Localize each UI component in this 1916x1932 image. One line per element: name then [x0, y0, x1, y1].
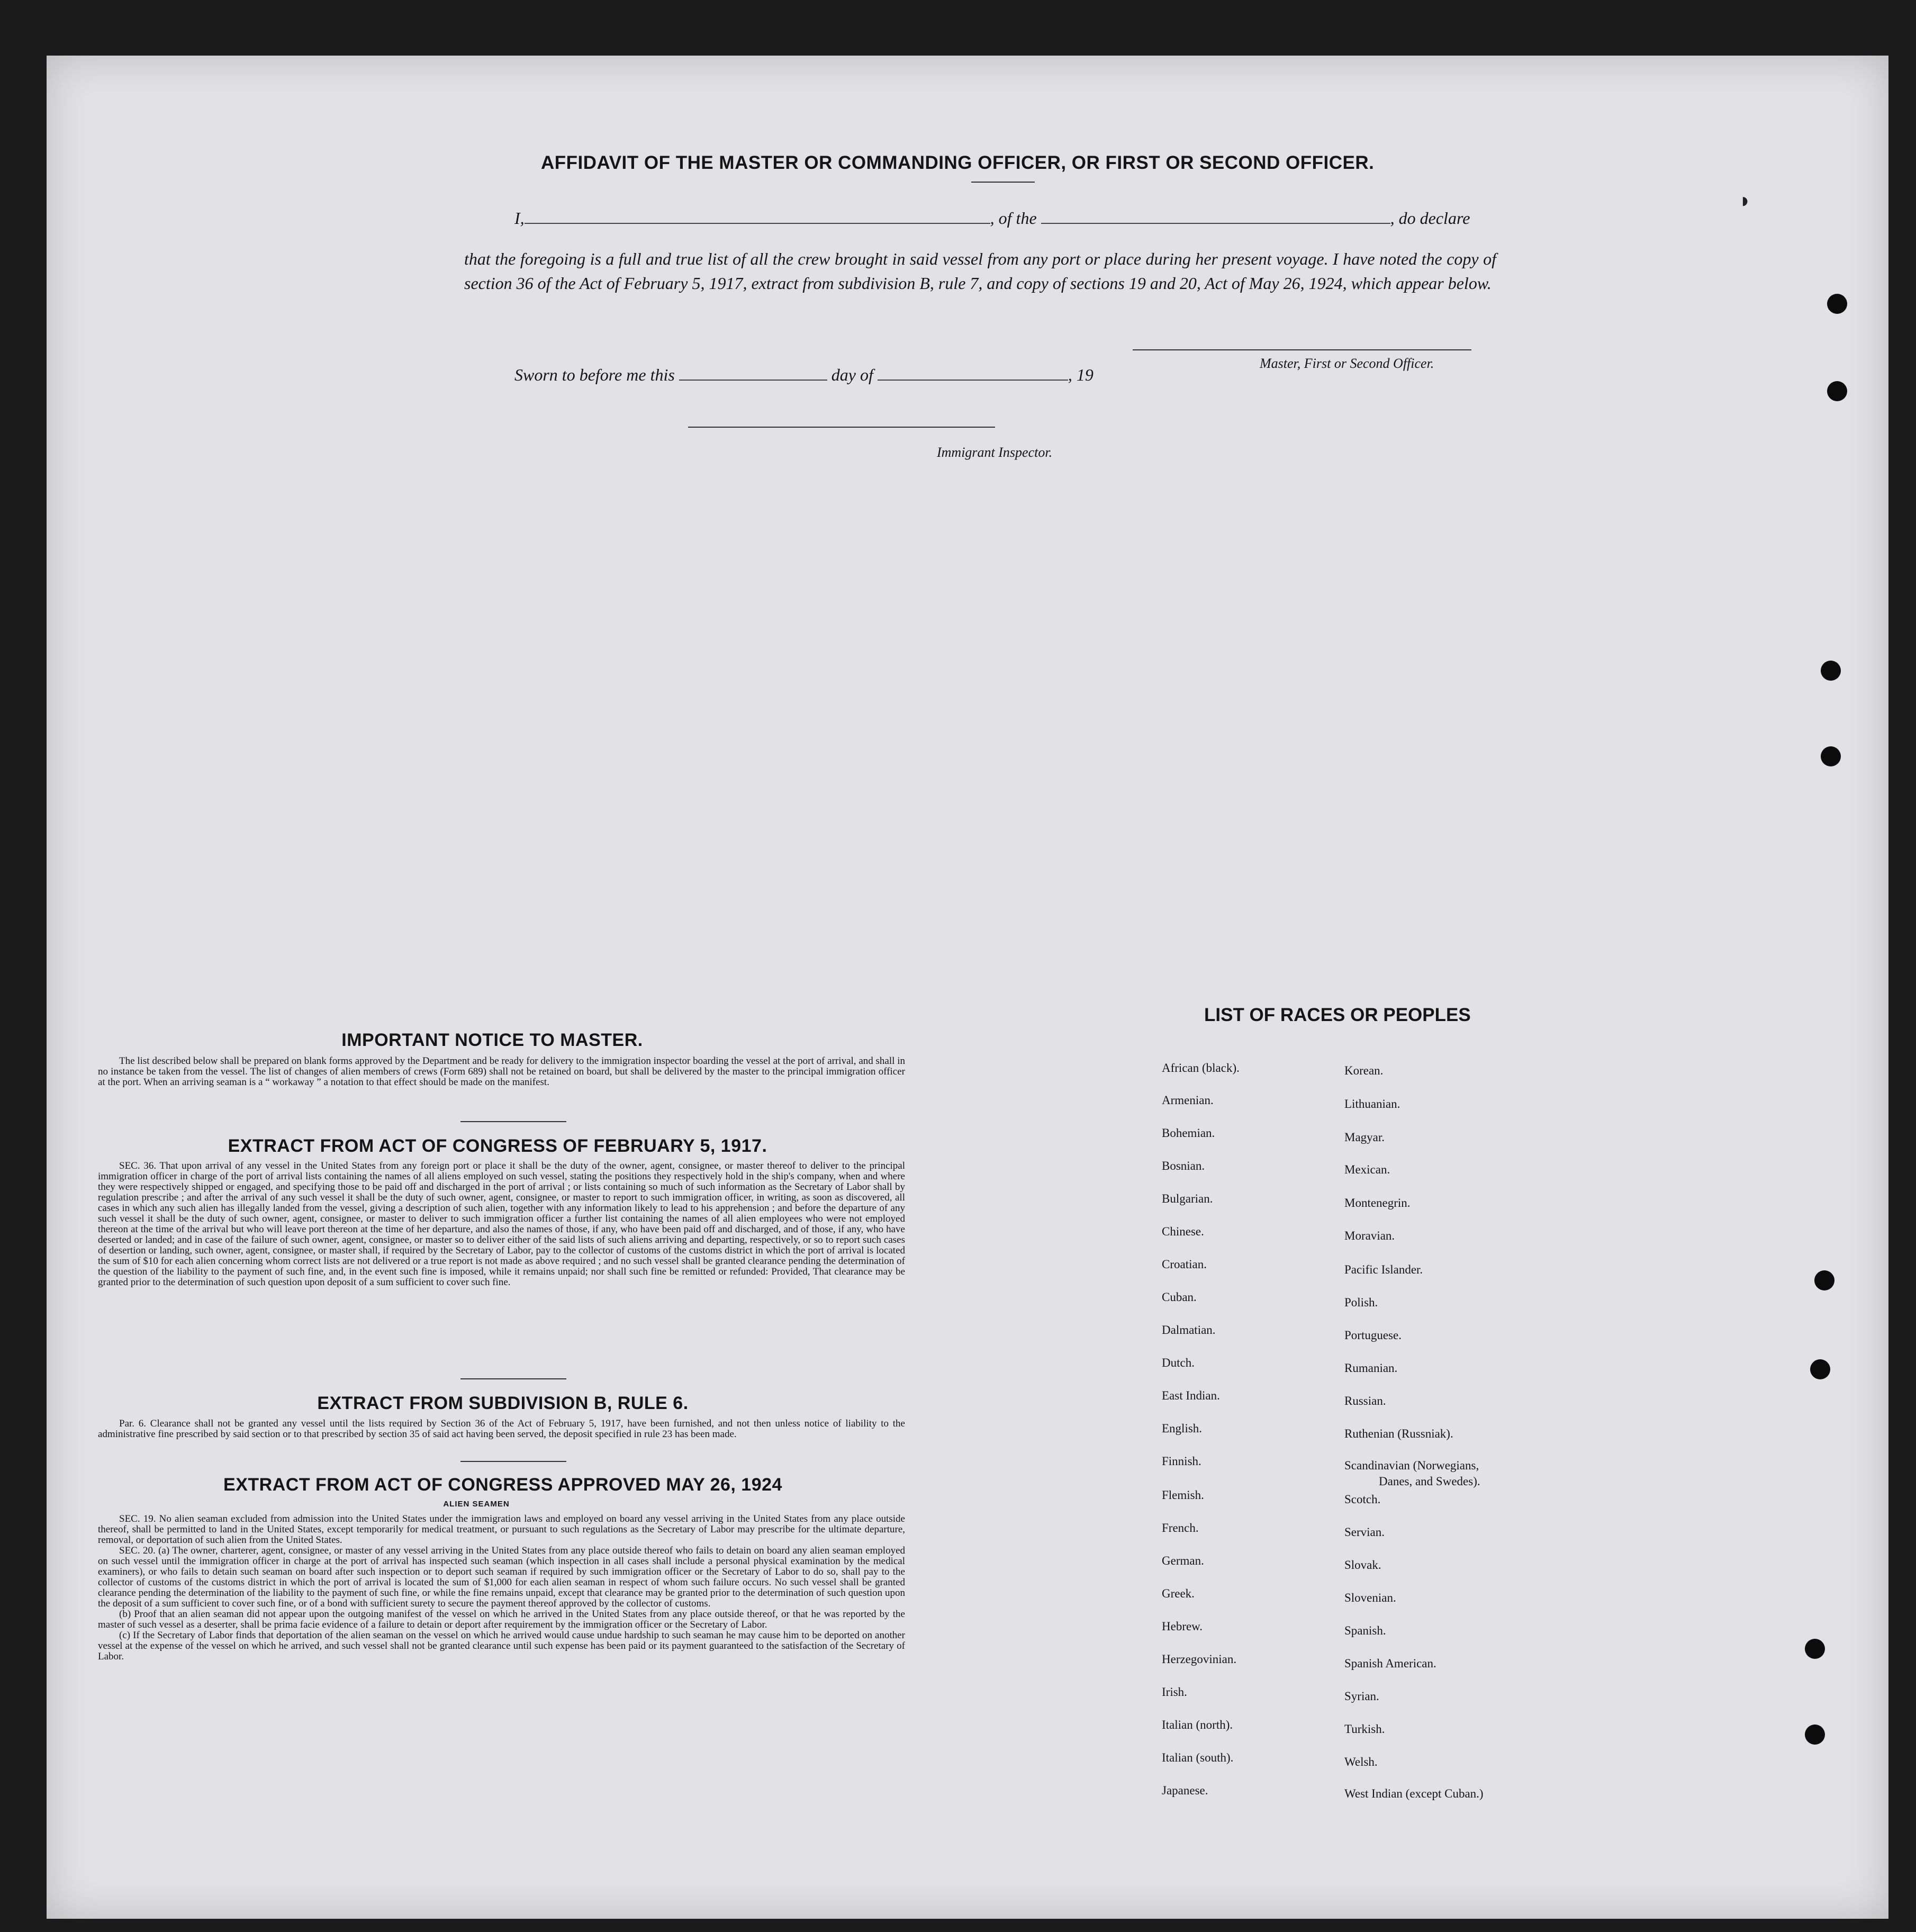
- act-1924-text: [98, 1514, 905, 1662]
- sworn-month-blank[interactable]: [878, 380, 1068, 381]
- master-signature-line[interactable]: [1133, 349, 1471, 350]
- race-item: Cuban.: [1162, 1290, 1197, 1304]
- act-1917-paragraph: SEC. 36. That upon arrival of any vessel in the United States from any foreign port or place it shall be the duty of the owner, agent, consignee, or master thereof to deliver to the principal immigration officer in charge of the port of arrival lists containing the names of all aliens employed on such vessel, stating the positions they respectively hold in the ship's company, when and where they were respectively shipped or engaged, and specifying those to be paid off and discharged in the port of arrival ; or lists containing so much of such information as the Secretary of Labor shall by regulation prescribe ; and after the arrival of any such vessel it shall be the duty of such owner, agent, consignee, or master to report to such immigration officer, in writing, as soon as discovered, all cases in which any such alien has illegally landed from the vessel, giving a description of such alien, together with any information likely to lead to his apprehension ; and before the departure of any such vessel it shall be the duty of such owner, agent, consignee, or master to deliver to such immigration officer a further list containing the names of all alien employees who were not employed thereon at the time of the arrival but who will leave port thereon at the time of her departure, and also the names of those, if any, who have been paid off and discharged, and of those, if any, who have deserted or landed; and in case of the failure of such owner, agent, consignee, or master so to deliver either of the said lists of such aliens arriving and departing, respectively, or so to report such cases of desertion or landing, such owner, agent, consignee, or master shall, if required by the Secretary of Labor, pay to the collector of customs of the customs district in which the port of arrival is located the sum of $10 for each alien concerning whom correct lists are not delivered or a true report is not made as above required ; and no such vessel shall be granted clearance pending the determination of the question of the liability to the payment of such fine, and, in the event such fine is imposed, while it remains unpaid; nor shall such fine be remitted or refunded: Provided, That clearance may be granted prior to the determination of such question upon deposit of a sum sufficient to cover such fine.: [98, 1160, 905, 1288]
- act-1924-sec-20c: (c) If the Secretary of Labor finds that deportation of the alien seaman on the vessel on which he arrived would cause undue hardship to such seaman he may cause him to be deported on another vessel at the expense of the vessel on which he arrived, and such vessel shall not be granted clearance until such expense has been paid or its payment guaranteed to the satisfaction of the Secretary of Labor.: [98, 1630, 905, 1662]
- vessel-name-blank[interactable]: [1041, 223, 1390, 224]
- act-1917-divider: [460, 1378, 566, 1379]
- punch-hole: [1821, 746, 1841, 766]
- notice-divider: [460, 1121, 566, 1122]
- race-item: Italian (north).: [1162, 1718, 1233, 1731]
- year-label: , 19: [1068, 365, 1093, 384]
- race-item: Servian.: [1344, 1525, 1385, 1539]
- race-item: Magyar.: [1344, 1131, 1385, 1144]
- day-of-label: day of: [831, 365, 873, 384]
- race-item: Hebrew.: [1162, 1620, 1203, 1633]
- rule-6-title: EXTRACT FROM SUBDIVISION B, RULE 6.: [317, 1393, 689, 1413]
- race-item: Montenegrin.: [1344, 1196, 1411, 1209]
- race-item: Danes, and Swedes).: [1379, 1475, 1480, 1488]
- punch-hole: [1827, 381, 1847, 401]
- race-item: Herzegovinian.: [1162, 1653, 1237, 1666]
- race-item: English.: [1162, 1422, 1203, 1435]
- punch-hole: [1814, 1270, 1834, 1290]
- notice-text: [98, 1056, 905, 1088]
- race-item: Dutch.: [1162, 1356, 1195, 1369]
- race-item: French.: [1162, 1521, 1199, 1534]
- inspector-label: Immigrant Inspector.: [937, 445, 1053, 460]
- act-1924-sec-20a: SEC. 20. (a) The owner, charterer, agent, consignee, or master of any vessel arriving in the United States from any place outside thereof who fails to detain on board any alien seaman employed on such vessel until the immigration officer in charge at the port of arrival has inspected such seaman (which inspection in all cases shall include a personal physical examination by the medical examiners), or who fails to detain such seaman on board after such inspection or to deport such seaman if required by such immigration officer or the Secretary of Labor to do so, shall pay to the collector of customs of the customs district in which the port of arrival is located the sum of $1,000 for each alien seaman in respect of whom such failure occurs. No such vessel shall be granted clearance pending the determination of the liability to the payment of such fine, or while the fine remains unpaid, except that clearance may be granted prior to the determination of such question upon the deposit of a sum sufficient to cover such fine, or of a bond with sufficient surety to secure the payment thereof approved by the collector of customs.: [98, 1545, 905, 1609]
- race-item: Flemish.: [1162, 1488, 1204, 1502]
- race-item: Moravian.: [1344, 1229, 1395, 1242]
- races-title: LIST OF RACES OR PEOPLES: [1204, 1005, 1471, 1025]
- corner-pencil-mark: ◗: [1739, 188, 1752, 212]
- race-item: Mexican.: [1344, 1163, 1390, 1176]
- race-item: Croatian.: [1162, 1258, 1207, 1271]
- race-item: Chinese.: [1162, 1225, 1204, 1238]
- act-1924-sec-20b: (b) Proof that an alien seaman did not appear upon the outgoing manifest of the vessel on which he arrived in the United States from any place outside thereof, or that he was reported by the master of such vessel as a deserter, shall be prima facie evidence of a failure to detain or deport after requirement by the immigration officer or the Secretary of Labor.: [98, 1609, 905, 1630]
- race-item: Polish.: [1344, 1296, 1378, 1309]
- declaration-i: I,: [514, 209, 525, 228]
- punch-hole: [1821, 661, 1841, 681]
- affidavit-declaration-line: [514, 209, 1470, 228]
- race-item: East Indian.: [1162, 1389, 1220, 1402]
- act-1924-title: EXTRACT FROM ACT OF CONGRESS APPROVED MAY 26, 1924: [223, 1475, 782, 1495]
- sworn-line: [514, 365, 1093, 385]
- race-item: Japanese.: [1162, 1784, 1208, 1797]
- affidavit-body: that the foregoing is a full and true list of all the crew brought in said vessel from any port or place during her present voyage. I have noted the copy of section 36 of the Act of February 5, 1917, extract from subdivision B, rule 7, and copy of sections 19 and 20, Act of May 26, 1924, which appear below.: [464, 249, 1496, 293]
- alien-seamen-subtitle: ALIEN SEAMEN: [443, 1500, 510, 1509]
- notice-title: IMPORTANT NOTICE TO MASTER.: [341, 1030, 643, 1050]
- race-item: Bohemian.: [1162, 1126, 1215, 1140]
- race-item: Slovak.: [1344, 1558, 1381, 1572]
- act-1924-sec-19: SEC. 19. No alien seaman excluded from admission into the United States under the immigration laws and employed on board any vessel arriving in the United States from any place outside thereof, shall be permitted to land in the United States, except temporarily for medical treatment, or pursuant to such regulations as the Secretary of Labor may prescribe for the ultimate departure, removal, or deportation of such alien from the United States.: [98, 1513, 905, 1546]
- race-item: Armenian.: [1162, 1094, 1214, 1107]
- race-item: Syrian.: [1344, 1690, 1379, 1703]
- affidavit-title: AFFIDAVIT OF THE MASTER OR COMMANDING OFFICER, OR FIRST OR SECOND OFFICER.: [541, 152, 1375, 173]
- race-item: Finnish.: [1162, 1455, 1201, 1468]
- race-item: Slovenian.: [1344, 1591, 1396, 1604]
- punch-hole: [1827, 294, 1847, 314]
- race-item: Turkish.: [1344, 1722, 1385, 1736]
- race-item: Russian.: [1344, 1394, 1386, 1407]
- race-item: Dalmatian.: [1162, 1323, 1216, 1337]
- race-item: Scotch.: [1344, 1493, 1381, 1506]
- title-divider: [971, 182, 1035, 183]
- sworn-label: Sworn to before me this: [514, 365, 675, 384]
- rule-6-text: [98, 1419, 905, 1440]
- race-item: Spanish American.: [1344, 1657, 1436, 1670]
- race-item: Bulgarian.: [1162, 1192, 1213, 1205]
- race-item: Korean.: [1344, 1064, 1384, 1077]
- race-item: Rumanian.: [1344, 1361, 1398, 1375]
- race-item: Ruthenian (Russniak).: [1344, 1427, 1453, 1440]
- race-item: Pacific Islander.: [1344, 1263, 1423, 1276]
- race-item: Portuguese.: [1344, 1329, 1402, 1342]
- officer-name-blank[interactable]: [525, 223, 990, 224]
- inspector-signature-line[interactable]: [688, 427, 995, 428]
- act-1917-title: EXTRACT FROM ACT OF CONGRESS OF FEBRUARY 5, 1917.: [228, 1136, 767, 1156]
- sworn-day-blank[interactable]: [679, 380, 827, 381]
- race-item: Lithuanian.: [1344, 1097, 1400, 1111]
- rule-6-paragraph: Par. 6. Clearance shall not be granted any vessel until the lists required by Section 36 of the Act of February 5, 1917, have been furnished, and not then unless notice of liability to the administrative fine prescribed by said section or to that prescribed by section 35 of said act having been served, the deposit specified in rule 23 has been made.: [98, 1418, 905, 1440]
- declaration-of-the: , of the: [990, 209, 1037, 228]
- race-item: Greek.: [1162, 1587, 1195, 1600]
- punch-hole: [1805, 1725, 1825, 1745]
- race-item: Irish.: [1162, 1685, 1187, 1699]
- race-item: West Indian (except Cuban.): [1344, 1787, 1484, 1800]
- master-label: Master, First or Second Officer.: [1260, 356, 1434, 371]
- declaration-declare: , do declare: [1390, 209, 1470, 228]
- race-item: Bosnian.: [1162, 1159, 1205, 1172]
- race-item: African (black).: [1162, 1061, 1240, 1075]
- race-item: Spanish.: [1344, 1624, 1386, 1637]
- race-item: Italian (south).: [1162, 1751, 1234, 1764]
- race-item: German.: [1162, 1554, 1204, 1567]
- act-1917-text: [98, 1161, 905, 1288]
- rule-6-divider: [460, 1461, 566, 1462]
- punch-hole: [1805, 1639, 1825, 1659]
- punch-hole: [1810, 1359, 1830, 1379]
- notice-paragraph: The list described below shall be prepared on blank forms approved by the Department and be ready for delivery to the immigration inspector boarding the vessel at the port of arrival, and shall in no instance be taken from the vessel. The list of changes of alien members of crews (Form 689) shall not be retained on board, but shall be delivered by the master to the principal immigration officer at the port. When an arriving seaman is a “ workaway ” a notation to that effect should be made on the manifest.: [98, 1055, 905, 1088]
- race-item: Welsh.: [1344, 1755, 1378, 1768]
- race-item: Scandinavian (Norwegians,: [1344, 1459, 1479, 1472]
